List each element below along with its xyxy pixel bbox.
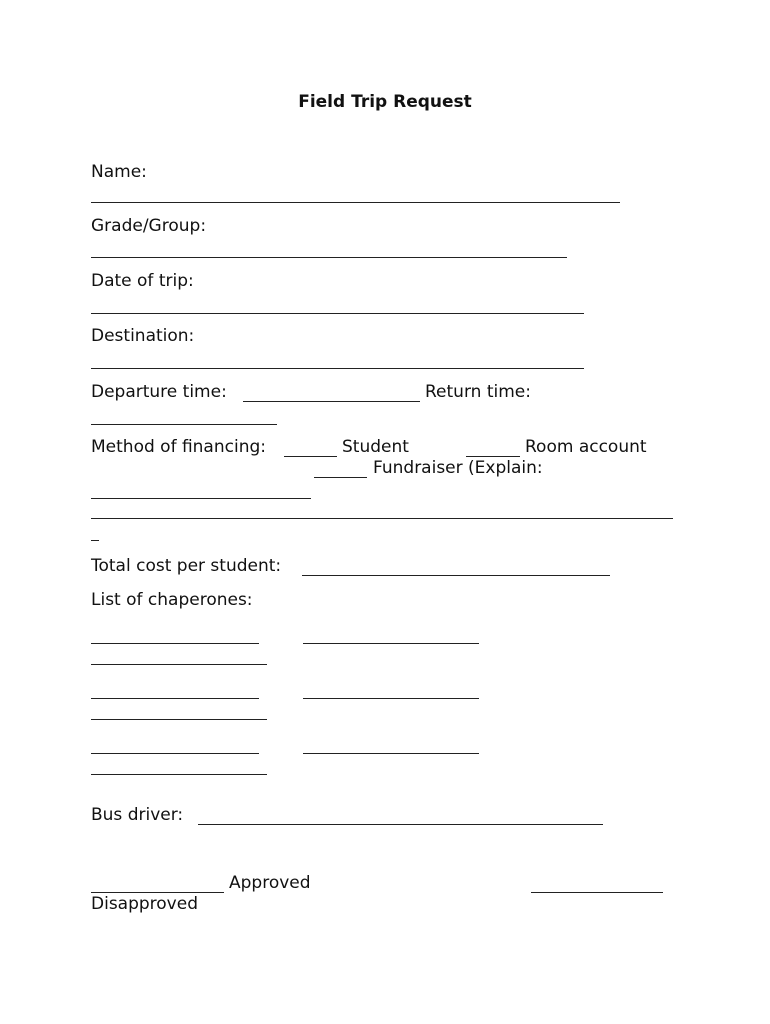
bus-driver-field[interactable]	[198, 824, 603, 825]
chaperone-field[interactable]	[303, 643, 479, 644]
total-cost-field[interactable]	[302, 575, 610, 576]
destination-field[interactable]	[91, 368, 584, 369]
student-option: Student	[342, 437, 409, 457]
name-label: Name:	[91, 162, 147, 182]
fundraiser-blank[interactable]	[314, 477, 367, 478]
financing-label: Method of financing:	[91, 437, 266, 457]
name-field[interactable]	[91, 202, 620, 203]
date-field[interactable]	[91, 313, 584, 314]
approved-option: Approved	[229, 873, 311, 893]
page-title: Field Trip Request	[298, 92, 472, 112]
chaperone-field[interactable]	[91, 774, 267, 775]
chaperone-field[interactable]	[303, 753, 479, 754]
chaperone-field[interactable]	[91, 698, 259, 699]
room-account-option: Room account	[525, 437, 647, 457]
chaperone-field[interactable]	[303, 698, 479, 699]
disapproved-option: Disapproved	[91, 894, 198, 914]
return-label: Return time:	[425, 382, 531, 402]
disapproved-blank[interactable]	[531, 892, 663, 893]
departure-field[interactable]	[243, 401, 420, 402]
fundraiser-explain-line-1[interactable]	[91, 498, 311, 499]
bus-driver-label: Bus driver:	[91, 805, 184, 825]
student-blank[interactable]	[284, 456, 337, 457]
chaperone-field[interactable]	[91, 643, 259, 644]
room-account-blank[interactable]	[466, 456, 520, 457]
chaperone-field[interactable]	[91, 664, 267, 665]
destination-label: Destination:	[91, 326, 195, 346]
chaperone-field[interactable]	[91, 753, 259, 754]
fundraiser-explain-line-2[interactable]	[91, 518, 673, 519]
fundraiser-explain-line-3[interactable]	[91, 540, 99, 541]
chaperones-label: List of chaperones:	[91, 590, 253, 610]
fundraiser-option: Fundraiser (Explain:	[373, 458, 543, 478]
departure-label: Departure time:	[91, 382, 227, 402]
total-cost-label: Total cost per student:	[91, 556, 282, 576]
grade-field[interactable]	[91, 257, 567, 258]
date-label: Date of trip:	[91, 271, 194, 291]
chaperone-field[interactable]	[91, 719, 267, 720]
grade-label: Grade/Group:	[91, 216, 207, 236]
return-field[interactable]	[91, 424, 277, 425]
approved-blank[interactable]	[91, 892, 224, 893]
